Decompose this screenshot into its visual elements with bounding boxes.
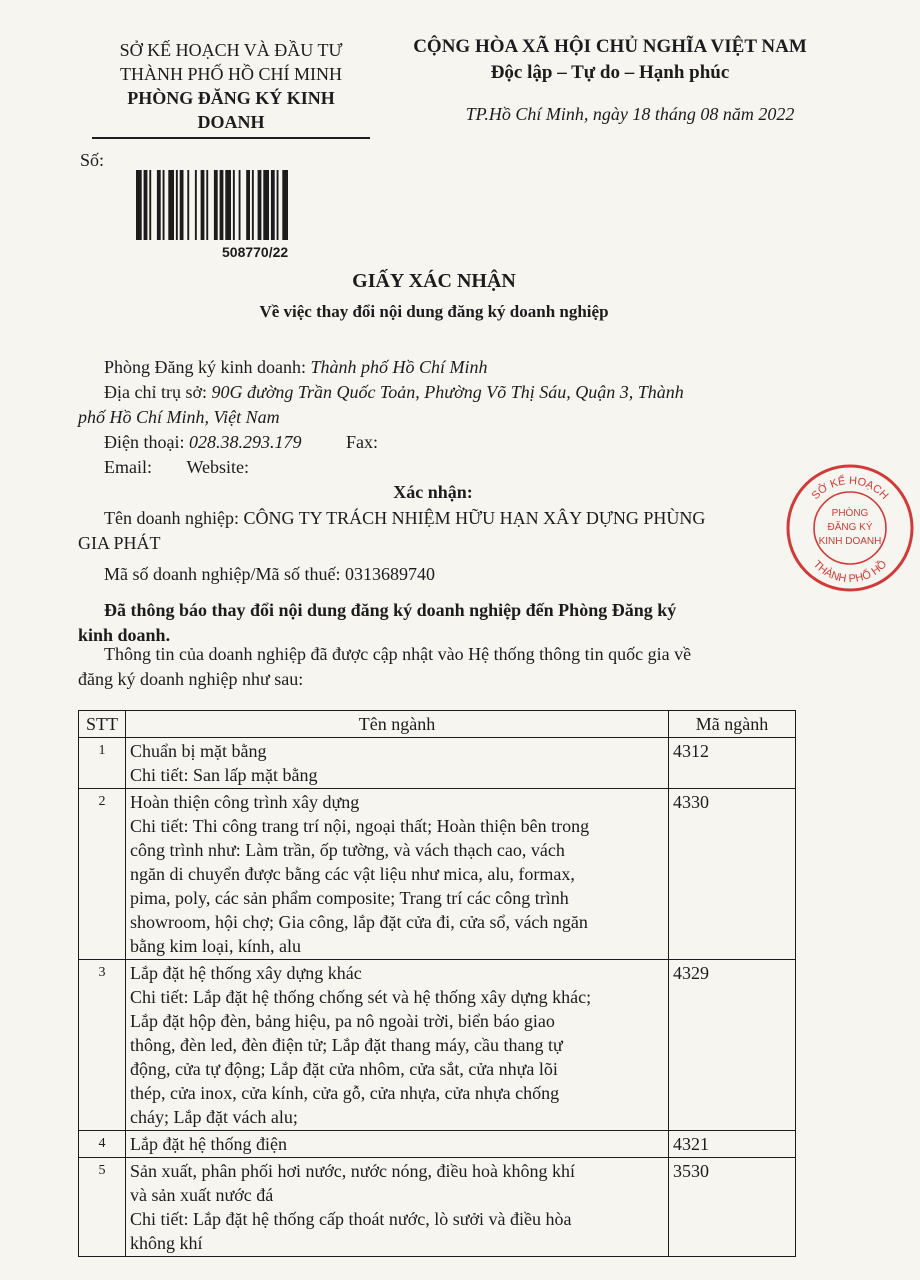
- issuer-header: [92, 38, 370, 139]
- row-name-line: thông, đèn led, đèn điện tử; Lắp đặt thang máy, cầu thang tự: [130, 1035, 563, 1055]
- notice-bold-2: kinh doanh.: [78, 625, 171, 645]
- fax-label: Fax:: [345, 432, 378, 452]
- national-motto: Độc lập – Tự do – Hạnh phúc: [490, 62, 730, 83]
- table-header-row: [79, 711, 796, 738]
- barcode-bar: [258, 170, 262, 240]
- barcode-bar: [277, 170, 279, 240]
- row-code: 4321: [669, 1131, 796, 1158]
- row-code: 3530: [669, 1158, 796, 1257]
- business-lines-table: [78, 710, 796, 1257]
- company-name-label: Tên doanh nghiệp:: [104, 508, 239, 528]
- website-label: Website:: [186, 457, 250, 477]
- row-name-line: Sản xuất, phân phối hơi nước, nước nóng, điều hoà không khí: [130, 1161, 576, 1181]
- row-name-line: Lắp đặt hệ thống xây dựng khác: [130, 963, 362, 983]
- table-row: [79, 1158, 796, 1257]
- row-name-line: Chi tiết: Lắp đặt hệ thống chống sét và hệ thống xây dựng khác;: [130, 987, 592, 1007]
- tax-label: Mã số doanh nghiệp/Mã số thuế:: [104, 564, 341, 584]
- barcode-bar: [136, 170, 142, 240]
- so-label: Số:: [80, 150, 105, 170]
- barcode-bar: [220, 170, 224, 240]
- company-name-2: GIA PHÁT: [78, 533, 161, 553]
- svg-text:SỞ KẾ HOẠCH: [810, 474, 891, 502]
- barcode-number: 508770/22: [222, 244, 289, 260]
- document-title: GIẤY XÁC NHẬN: [352, 270, 516, 292]
- notice-bold-1: Đã thông báo thay đổi nội dung đăng ký doanh nghiệp đến Phòng Đăng ký: [104, 600, 677, 620]
- document-subtitle: Về việc thay đổi nội dung đăng ký doanh nghiệp: [259, 302, 609, 321]
- address-value-2: phố Hồ Chí Minh, Việt Nam: [78, 407, 280, 427]
- row-stt: 3: [79, 960, 126, 1131]
- barcode-bar: [206, 170, 208, 240]
- barcode-bar: [144, 170, 148, 240]
- table-row: [79, 738, 796, 789]
- row-name-line: showroom, hội chợ; Gia công, lắp đặt cửa đi, cửa sổ, vách ngăn: [130, 912, 588, 932]
- company-name-1: CÔNG TY TRÁCH NHIỆM HỮU HẠN XÂY DỰNG PHÙNG: [243, 508, 706, 528]
- issuer-line2: THÀNH PHỐ HỒ CHÍ MINH: [120, 64, 342, 84]
- row-name-line: ngăn di chuyển được bằng các vật liệu như mica, alu, formax,: [130, 864, 575, 884]
- svg-text:THÀNH PHỐ HỒ: [811, 557, 890, 585]
- row-name-cell: [126, 1131, 669, 1158]
- table-row: [79, 1131, 796, 1158]
- row-stt: 4: [79, 1131, 126, 1158]
- row-name-cell: [126, 789, 669, 960]
- row-name-line: Chuẩn bị mặt bằng: [130, 741, 267, 761]
- barcode-bar: [168, 170, 174, 240]
- header-name: Tên ngành: [126, 711, 669, 738]
- issuer-line1: SỞ KẾ HOẠCH VÀ ĐẦU TƯ: [119, 40, 343, 60]
- barcode-bar: [282, 170, 288, 240]
- barcode-bar: [214, 170, 218, 240]
- row-name-line: Lắp đặt hộp đèn, bảng hiệu, pa nô ngoài trời, biển báo giao: [130, 1011, 555, 1031]
- red-stamp: [780, 458, 920, 598]
- row-name-line: pima, poly, các sản phẩm composite; Trang trí các công trình: [130, 888, 569, 908]
- stamp-text-mid-1: PHÒNG: [831, 508, 869, 519]
- address-line: [78, 380, 788, 405]
- row-stt: 5: [79, 1158, 126, 1257]
- table-row: [79, 789, 796, 960]
- barcode-bar: [225, 170, 231, 240]
- table-row: [79, 960, 796, 1131]
- row-name-line: không khí: [130, 1233, 203, 1253]
- notice-1: Thông tin của doanh nghiệp đã được cập nhật vào Hệ thống thông tin quốc gia về: [104, 644, 692, 664]
- row-code: 4330: [669, 789, 796, 960]
- barcode-bar: [233, 170, 235, 240]
- office-value: Thành phố Hồ Chí Minh: [310, 357, 488, 377]
- office-line: [78, 355, 788, 380]
- barcode-bar: [176, 170, 178, 240]
- barcode-bar: [271, 170, 275, 240]
- row-name-line: và sản xuất nước đá: [130, 1185, 274, 1205]
- phone-value: 028.38.293.179: [188, 432, 302, 452]
- row-code: 4312: [669, 738, 796, 789]
- email-label: Email:: [104, 457, 152, 477]
- stamp-text-mid-2: ĐĂNG KÝ: [827, 522, 873, 533]
- row-name-cell: [126, 960, 669, 1131]
- barcode-bar: [157, 170, 161, 240]
- notice: [78, 642, 788, 692]
- row-name-line: động, cửa tự động; Lắp đặt cửa nhôm, cửa sắt, cửa nhựa lõi: [130, 1059, 558, 1079]
- notice-bold: [78, 598, 788, 648]
- national-title: CỘNG HÒA XÃ HỘI CHỦ NGHĨA VIỆT NAM: [413, 36, 807, 57]
- header-code: Mã ngành: [669, 711, 796, 738]
- row-name-line: công trình như: Làm trần, ốp tường, và vách thạch cao, vách: [130, 840, 565, 860]
- row-name-line: Chi tiết: San lấp mặt bằng: [130, 765, 318, 785]
- office-info: [78, 355, 788, 480]
- barcode-bar: [201, 170, 205, 240]
- row-stt: 1: [79, 738, 126, 789]
- row-name-line: Chi tiết: Thi công trang trí nội, ngoại thất; Hoàn thiện bên trong: [130, 816, 590, 836]
- stamp-text-mid-3: KINH DOANH: [818, 536, 882, 547]
- row-name-line: cháy; Lắp đặt vách alu;: [130, 1107, 298, 1127]
- row-name-line: Hoàn thiện công trình xây dựng: [130, 792, 360, 812]
- phone-label: Điện thoại:: [104, 432, 185, 452]
- barcode-bar: [149, 170, 151, 240]
- phone-line: [78, 430, 788, 455]
- stamp-text-top: SỞ KẾ HOẠCH: [809, 474, 891, 502]
- confirm-heading: Xác nhận:: [393, 482, 473, 502]
- barcode-bar: [263, 170, 269, 240]
- issue-date: TP.Hồ Chí Minh, ngày 18 tháng 08 năm 2022: [465, 104, 795, 124]
- barcode-bar: [163, 170, 165, 240]
- office-label: Phòng Đăng ký kinh doanh:: [104, 357, 306, 377]
- row-name-line: Chi tiết: Lắp đặt hệ thống cấp thoát nước, lò sưởi và điều hòa: [130, 1209, 572, 1229]
- row-stt: 2: [79, 789, 126, 960]
- barcode-bar: [187, 170, 189, 240]
- row-name-cell: [126, 1158, 669, 1257]
- row-code: 4329: [669, 960, 796, 1131]
- issuer-line3: PHÒNG ĐĂNG KÝ KINH DOANH: [92, 86, 370, 139]
- barcode-bar: [180, 170, 184, 240]
- row-name-line: bằng kim loại, kính, alu: [130, 936, 301, 956]
- address-value-1: 90G đường Trần Quốc Toản, Phường Võ Thị Sáu, Quận 3, Thành: [211, 382, 684, 402]
- national-header: [412, 34, 808, 126]
- barcode-graphic: [136, 170, 312, 240]
- barcode-bar: [252, 170, 254, 240]
- stamp-text-bottom: THÀNH PHỐ HỒ: [810, 558, 890, 586]
- notice-2: đăng ký doanh nghiệp như sau:: [78, 669, 304, 689]
- address-label: Địa chỉ trụ sở:: [104, 382, 207, 402]
- barcode-bar: [239, 170, 241, 240]
- company-info: [78, 506, 788, 587]
- row-name-line: Lắp đặt hệ thống điện: [130, 1134, 287, 1154]
- header-stt: STT: [79, 711, 126, 738]
- row-name-line: thép, cửa inox, cửa kính, cửa gỗ, cửa nhựa, cửa nhựa chống: [130, 1083, 560, 1103]
- barcode-bar: [195, 170, 197, 240]
- tax-value: 0313689740: [344, 564, 435, 584]
- row-name-cell: [126, 738, 669, 789]
- barcode-bar: [246, 170, 250, 240]
- email-line: [78, 455, 788, 480]
